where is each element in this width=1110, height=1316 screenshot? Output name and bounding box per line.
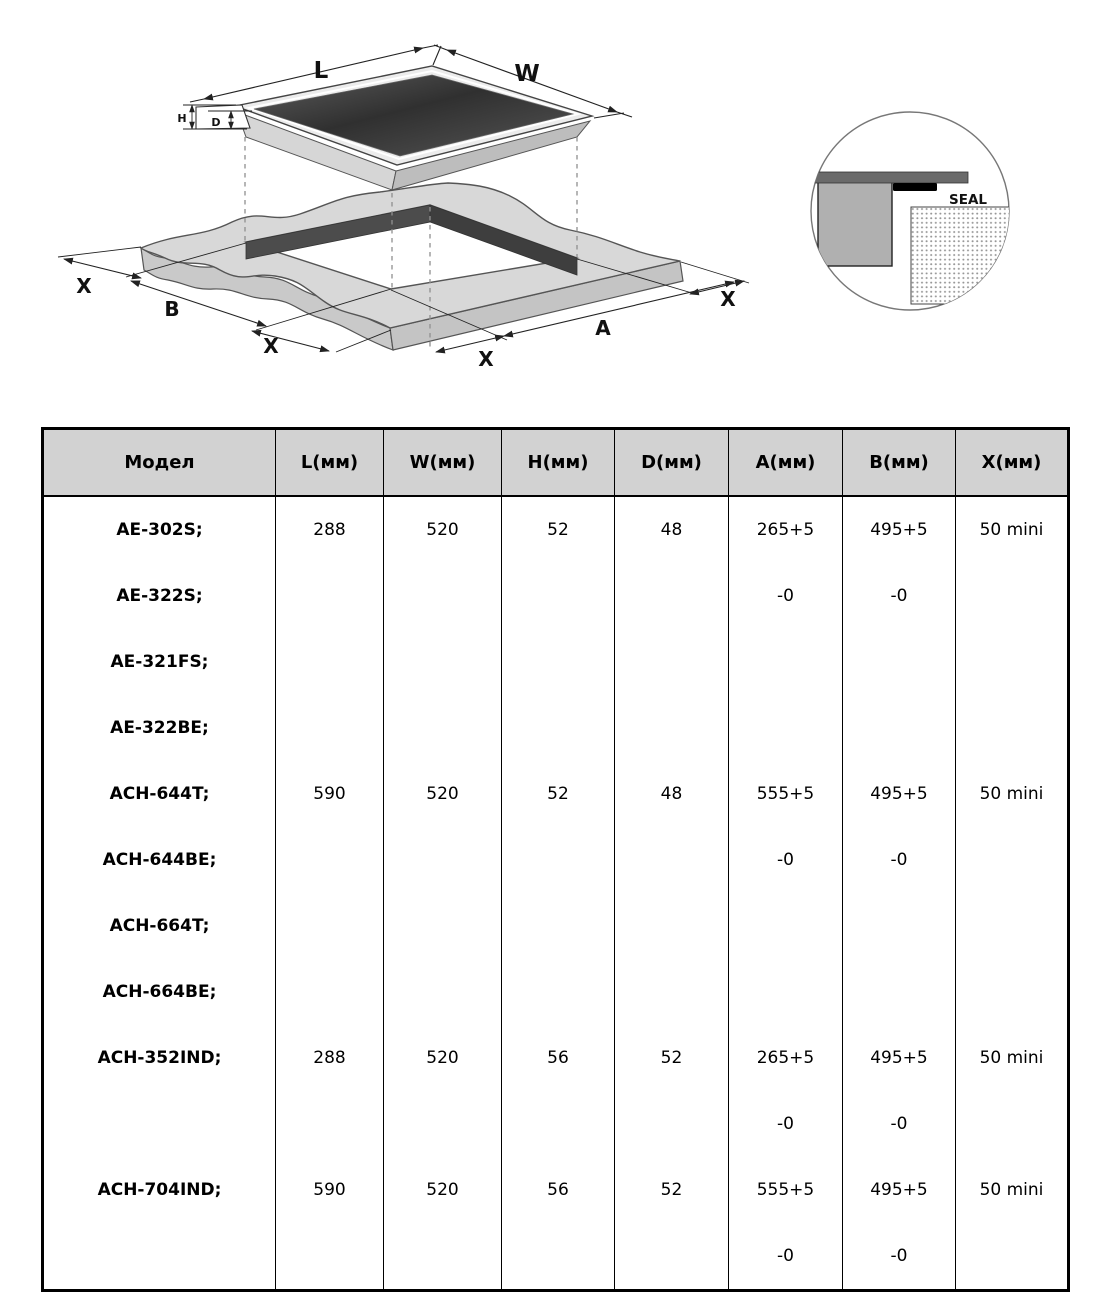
cell-d (615, 1091, 729, 1157)
cell-l: 590 (276, 1157, 384, 1223)
cell-w (384, 893, 502, 959)
cell-d (615, 959, 729, 1025)
table-row (43, 1157, 1069, 1223)
cell-w (384, 1223, 502, 1291)
glass-section (813, 172, 968, 183)
cell-a: 555+5 (729, 761, 843, 827)
cell-x: 50 mini (956, 1157, 1069, 1223)
cell-b (843, 695, 956, 761)
cell-model: ACH-704IND; (97, 1180, 222, 1200)
cell-a-tolerance: -0 (729, 1091, 843, 1157)
cell-l (276, 1091, 384, 1157)
dim-label-w: W (514, 61, 540, 87)
cell-a-tolerance: -0 (729, 563, 843, 629)
cell-d (615, 695, 729, 761)
cell-h (502, 1223, 615, 1291)
header-d: D(мм) (615, 429, 729, 497)
cell-w (384, 629, 502, 695)
cell-h: 52 (502, 761, 615, 827)
dim-label-x-right: X (720, 287, 736, 311)
cell-b (843, 893, 956, 959)
cell-model (43, 1091, 276, 1157)
cell-x (956, 563, 1069, 629)
cell-a-tolerance: -0 (729, 827, 843, 893)
cell-model: AE-322BE; (110, 718, 209, 738)
cell-l: 590 (276, 761, 384, 827)
table-row (43, 893, 1069, 959)
dim-label-d: D (211, 116, 221, 129)
cell-a (729, 893, 843, 959)
cell-w: 520 (384, 761, 502, 827)
cell-w (384, 563, 502, 629)
cell-a: 265+5 (729, 496, 843, 563)
table-body (43, 496, 1069, 1291)
cell-l (276, 563, 384, 629)
cell-b-tolerance: -0 (843, 1223, 956, 1291)
cell-d: 48 (615, 496, 729, 563)
cell-a (729, 629, 843, 695)
table-row (43, 695, 1069, 761)
cell-b (843, 629, 956, 695)
cell-model (43, 1223, 276, 1291)
slab-top-face (141, 183, 680, 328)
cell-a: 265+5 (729, 1025, 843, 1091)
cell-x: 50 mini (956, 1025, 1069, 1091)
cell-h (502, 1091, 615, 1157)
header-a: A(мм) (729, 429, 843, 497)
cell-b-tolerance: -0 (843, 1091, 956, 1157)
cell-model: ACH-352IND; (97, 1048, 222, 1068)
hob-installation-drawing (0, 0, 1110, 412)
cell-h (502, 695, 615, 761)
cell-w (384, 827, 502, 893)
cell-d (615, 827, 729, 893)
cell-h: 56 (502, 1157, 615, 1223)
cell-h (502, 893, 615, 959)
table-row (43, 629, 1069, 695)
cell-d (615, 893, 729, 959)
dim-label-b: B (164, 297, 180, 321)
cell-model: ACH-644T; (109, 784, 210, 804)
dim-label-l: L (313, 58, 329, 84)
table-row (43, 761, 1069, 827)
cell-model: ACH-664BE; (102, 982, 217, 1002)
cell-h (502, 629, 615, 695)
installation-diagram (0, 0, 1110, 412)
header-w: W(мм) (384, 429, 502, 497)
dimensions-table-wrap (41, 427, 1110, 1292)
cell-b: 495+5 (843, 1025, 956, 1091)
cell-a: 555+5 (729, 1157, 843, 1223)
cell-l: 288 (276, 1025, 384, 1091)
table-row (43, 1091, 1069, 1157)
cell-l: 288 (276, 496, 384, 563)
cell-x: 50 mini (956, 496, 1069, 563)
cell-b-tolerance: -0 (843, 563, 956, 629)
header-b: B(мм) (843, 429, 956, 497)
cell-model: ACH-644BE; (102, 850, 217, 870)
cell-d: 52 (615, 1025, 729, 1091)
table-row (43, 827, 1069, 893)
cell-d: 48 (615, 761, 729, 827)
cell-l (276, 1223, 384, 1291)
cell-x: 50 mini (956, 761, 1069, 827)
cell-x (956, 959, 1069, 1025)
table-row (43, 563, 1069, 629)
hob-body-section (911, 207, 1011, 304)
cell-h (502, 959, 615, 1025)
dim-label-a: A (595, 316, 611, 340)
cell-w: 520 (384, 496, 502, 563)
cell-x (956, 1091, 1069, 1157)
cell-x (956, 695, 1069, 761)
header-x: X(мм) (956, 429, 1069, 497)
cell-a (729, 695, 843, 761)
cell-l (276, 893, 384, 959)
cell-w (384, 959, 502, 1025)
table-row (43, 496, 1069, 563)
dim-label-h: H (177, 112, 187, 125)
cell-d (615, 1223, 729, 1291)
cell-d (615, 563, 729, 629)
cell-model: AE-322S; (116, 586, 203, 606)
cell-l (276, 629, 384, 695)
cell-x (956, 893, 1069, 959)
cell-d: 52 (615, 1157, 729, 1223)
seal-detail (811, 112, 1011, 310)
table-row (43, 1223, 1069, 1291)
cell-a (729, 959, 843, 1025)
dim-label-x-bottom-center: X (478, 347, 494, 371)
cell-model: ACH-664T; (109, 916, 210, 936)
cell-model: AE-321FS; (110, 652, 209, 672)
dimensions-table (41, 427, 1070, 1292)
seal-strip (893, 183, 937, 191)
cell-b: 495+5 (843, 496, 956, 563)
hob-edge-section-box (196, 105, 250, 129)
dim-label-x-bottom-left: X (263, 334, 279, 358)
header-h: H(мм) (502, 429, 615, 497)
cell-h (502, 563, 615, 629)
cell-b (843, 959, 956, 1025)
cell-w (384, 695, 502, 761)
cell-a-tolerance: -0 (729, 1223, 843, 1291)
cell-l (276, 695, 384, 761)
seal-label: SEAL (949, 192, 987, 208)
cell-h: 52 (502, 496, 615, 563)
cell-d (615, 629, 729, 695)
cell-w: 520 (384, 1025, 502, 1091)
header-l: L(мм) (276, 429, 384, 497)
table-row (43, 1025, 1069, 1091)
countertop-section (818, 180, 892, 266)
cell-x (956, 629, 1069, 695)
cell-l (276, 959, 384, 1025)
cell-b: 495+5 (843, 1157, 956, 1223)
cell-b: 495+5 (843, 761, 956, 827)
header-row (43, 429, 1069, 497)
cell-l (276, 827, 384, 893)
cell-h: 56 (502, 1025, 615, 1091)
dim-label-x-left: X (76, 274, 92, 298)
cell-b-tolerance: -0 (843, 827, 956, 893)
cell-w (384, 1091, 502, 1157)
cell-w: 520 (384, 1157, 502, 1223)
cell-h (502, 827, 615, 893)
cell-model: AE-302S; (116, 520, 203, 540)
cell-x (956, 1223, 1069, 1291)
cell-x (956, 827, 1069, 893)
table-row (43, 959, 1069, 1025)
header-model: Модел (43, 429, 276, 497)
